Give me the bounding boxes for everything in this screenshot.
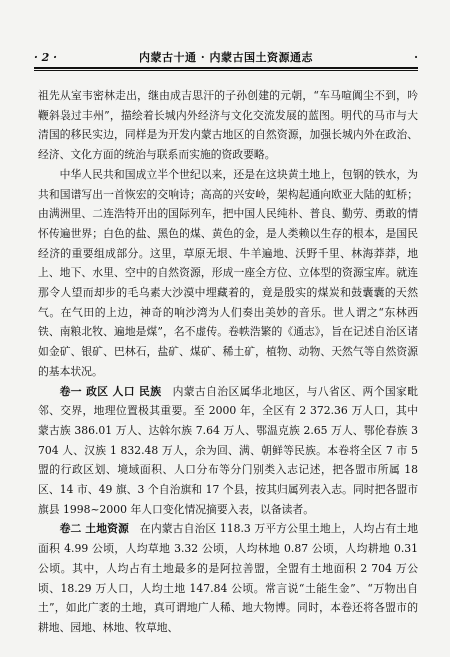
paragraph [38,86,418,165]
paragraph-text: 内蒙古自治区属华北地区，与八省区、两个国家毗邻、交界，地理位置极其重要。至 2000 年，全区有 2 372.36 万人口，其中蒙古族 386.01 万人、达斡尔族 7.64 万人、鄂温克族 2.65 万人、鄂伦春族 3 704 人、汉族 1 832.48 万人，余为回、满、朝鲜等民族。本卷将全区 7 市 5 盟的行政区划、境域面积、人口分布等分门别类入志记述，把各盟市所属 18 区、14 市、49 旗、3 个自治旗和 17 个县，按其归属列表入志。同时把各盟市旗县 1998~2000 年人口变化情况摘要入表，以备读者。 [38,384,419,516]
running-header [34,50,418,66]
paragraph-text: 在内蒙古自治区 118.3 万平方公里土地上，人均占有土地面积 4.99 公顷，人均草地 3.32 公顷，人均林地 0.87 公顷，人均耕地 0.31 公顷。其中，人均占有土地最多的是阿拉善盟，全盟有土地面积 2 704 万公顷、18.29 万人口，人均土地 147.84 公顷。常言说“土能生金”、“万物出自土”，如此广袤的土地，真可谓地广人稀、地大物博。同时，本卷还将各盟市的耕地、园地、林地、牧草地、 [38,522,418,634]
paragraph [38,165,418,382]
header-rule-thick [34,67,418,69]
paragraph-text: 中华人民共和国成立半个世纪以来，还是在这块黄土地上，包钢的铁水，为共和国谱写出一首恢宏的交响诗；高高的兴安岭，架构起通向欧亚大陆的虹桥；由满洲里、二连浩特开出的国际列车，把中国人民纯朴、普良、勤劳、勇敢的情怀传遍世界；白色的盐、黑色的煤、黄色的金，是人类赖以生存的根本，是国民经济的重要组成部分。这里，草原无垠、牛羊遍地、沃野千里、林海莽莽，地上、地下、水里、空中的自然资源，形成一座全方位、立体型的资源宝库。就连那令人望而却步的毛乌素大沙漠中埋藏着的，竟是殷实的煤炭和鼓囊囊的天然气。在气田的上边，神奇的响沙湾为人们奏出美妙的音乐。世人谓之“东林西铁、南粮北牧、遍地是煤”，名不虚传。卷帙浩繁的《通志》，旨在记述自治区诸如金矿、银矿、巴林石，盐矿、煤矿、稀土矿，植物、动物、天然气等自然资源的基本状况。 [38,167,418,378]
body-text [38,86,418,638]
paragraph-text: 祖先从室韦密林走出，继由成吉思汗的子孙创建的元朝，“车马喧阗尘不到，吟鞭斜袅过丰州”，描绘着长城内外经济与文化交流发展的蓝图。明代的马市与大清国的移民实边，同样是为开发内蒙古地区的自然资源，加强长城内外在政治、经济、文化方面的统治与联系而实施的资政要略。 [38,89,418,162]
page-number: · 2 · [34,51,57,64]
volume-heading: 卷一 政区 人口 民族 [59,384,162,398]
paragraph [38,382,418,520]
header-right-mark: · [414,51,418,64]
volume-heading: 卷二 土地资源 [59,522,129,536]
header-rule-thin [34,70,418,71]
paragraph [38,519,418,637]
running-title: 内蒙古十通 · 内蒙古国土资源通志 [139,51,313,64]
